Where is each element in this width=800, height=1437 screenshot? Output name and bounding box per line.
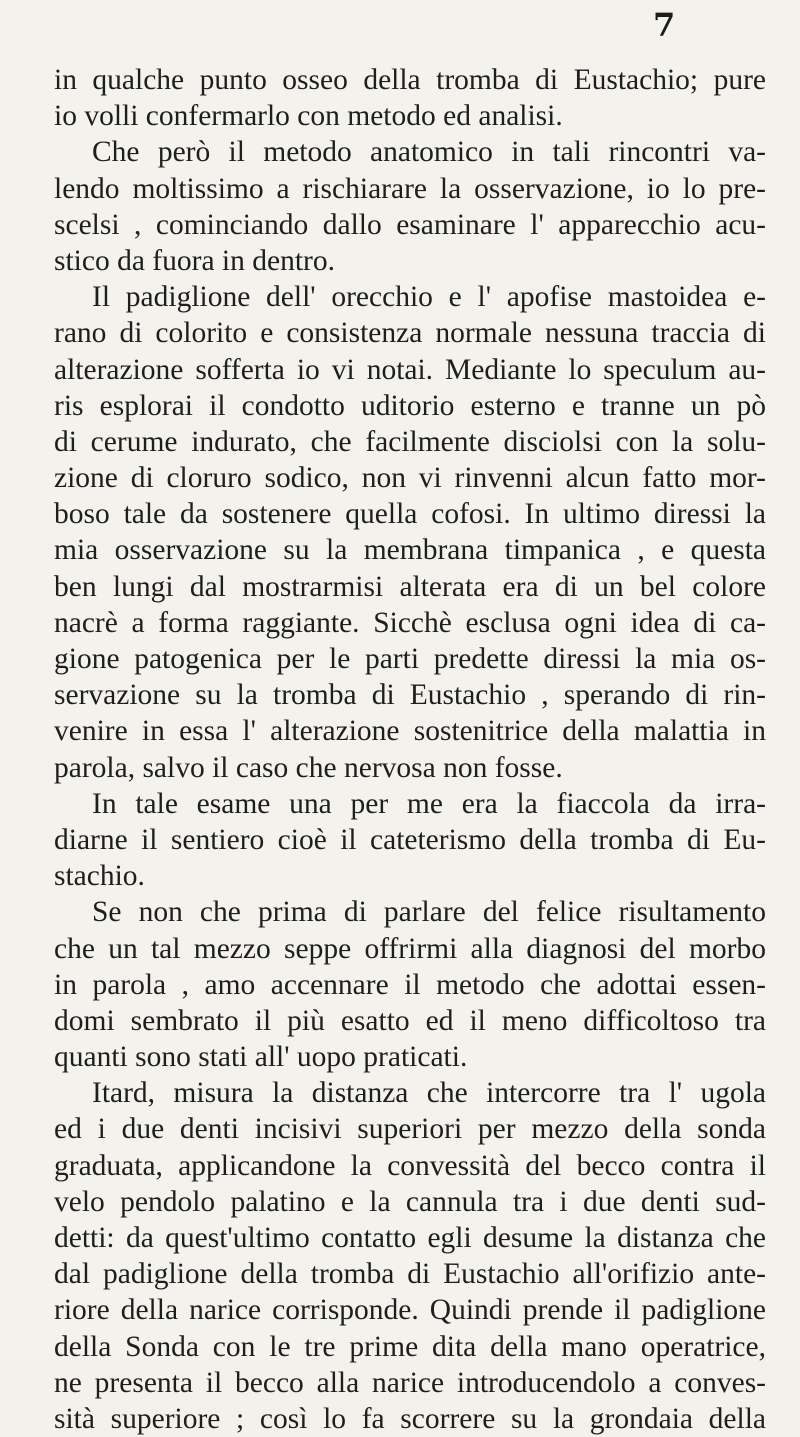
body-text xyxy=(54,62,766,1437)
text-line: quanti sono stati all' uopo praticati. xyxy=(54,1041,468,1074)
text-line: nacrè a forma raggiante. Sicchè esclusa ogni idea di ca- xyxy=(54,606,766,639)
text-line: io volli confermarlo con metodo ed analisi. xyxy=(54,100,563,133)
text-line: ne presenta il becco alla narice introducendolo a conves- xyxy=(54,1366,766,1399)
text-line: zione di cloruro sodico, non vi rinvenni alcun fatto mor- xyxy=(54,462,766,495)
text-line: in parola , amo accennare il metodo che adottai essen- xyxy=(54,968,766,1001)
text-line: diarne il sentiero cioè il cateterismo della tromba di Eu- xyxy=(54,823,766,856)
text-line: alterazione sofferta io vi notai. Mediante lo speculum au- xyxy=(54,353,766,386)
text-line: scelsi , cominciando dallo esaminare l' apparecchio acu- xyxy=(54,208,766,241)
page-number: 7 xyxy=(653,6,676,44)
text-line: rano di colorito e consistenza normale nessuna traccia di xyxy=(54,317,766,350)
text-line: velo pendolo palatino e la cannula tra i due denti sud- xyxy=(54,1185,766,1218)
text-line: lendo moltissimo a rischiarare la osservazione, io lo pre- xyxy=(54,172,766,205)
text-line: parola, salvo il caso che nervosa non fosse. xyxy=(54,751,563,784)
text-line: Il padiglione dell' orecchio e l' apofise mastoidea e- xyxy=(92,281,766,314)
text-line: in qualche punto osseo della tromba di Eustachio; pure xyxy=(54,64,766,96)
text-line: stico da fuora in dentro. xyxy=(54,244,335,277)
text-line: stachio. xyxy=(54,860,145,893)
text-line: ed i due denti incisivi superiori per mezzo della sonda xyxy=(54,1113,766,1146)
text-line: Che però il metodo anatomico in tali rincontri va- xyxy=(92,136,766,169)
text-line: graduata, applicandone la convessità del becco contra il xyxy=(54,1149,766,1182)
text-line: venire in essa l' alterazione sostenitrice della malattia in xyxy=(54,715,766,748)
text-line: detti: da quest'ultimo contatto egli desume la distanza che xyxy=(54,1222,766,1254)
text-line: boso tale da sostenere quella cofosi. In ultimo diressi la xyxy=(54,498,766,531)
text-line: servazione su la tromba di Eustachio , sperando di rin- xyxy=(54,679,766,712)
text-line: che un tal mezzo seppe offrirmi alla diagnosi del morbo xyxy=(54,932,766,965)
text-line: sità superiore ; così lo fa scorrere su la grondaia della xyxy=(54,1402,766,1435)
text-line: domi sembrato il più esatto ed il meno difficoltoso tra xyxy=(54,1004,766,1037)
text-line: In tale esame una per me era la fiaccola da irra- xyxy=(92,787,766,820)
text-line: di cerume indurato, che facilmente disciolsi con la solu- xyxy=(54,425,766,458)
text-line: gione patogenica per le parti predette diressi la mia os- xyxy=(54,643,766,675)
text-line: della Sonda con le tre prime dita della mano operatrice, xyxy=(54,1330,766,1363)
text-line: Itard, misura la distanza che intercorre tra l' ugola xyxy=(92,1077,766,1110)
text-line: Se non che prima di parlare del felice risultamento xyxy=(92,896,766,929)
text-line: dal padiglione della tromba di Eustachio all'orifizio ante- xyxy=(54,1258,766,1291)
text-line: ben lungi dal mostrarmisi alterata era di un bel colore xyxy=(54,570,766,603)
text-line: riore della narice corrisponde. Quindi prende il padiglione xyxy=(54,1294,766,1327)
text-line: ris esplorai il condotto uditorio esterno e tranne un pò xyxy=(54,389,766,422)
text-line: mia osservazione su la membrana timpanica , e questa xyxy=(54,534,766,567)
